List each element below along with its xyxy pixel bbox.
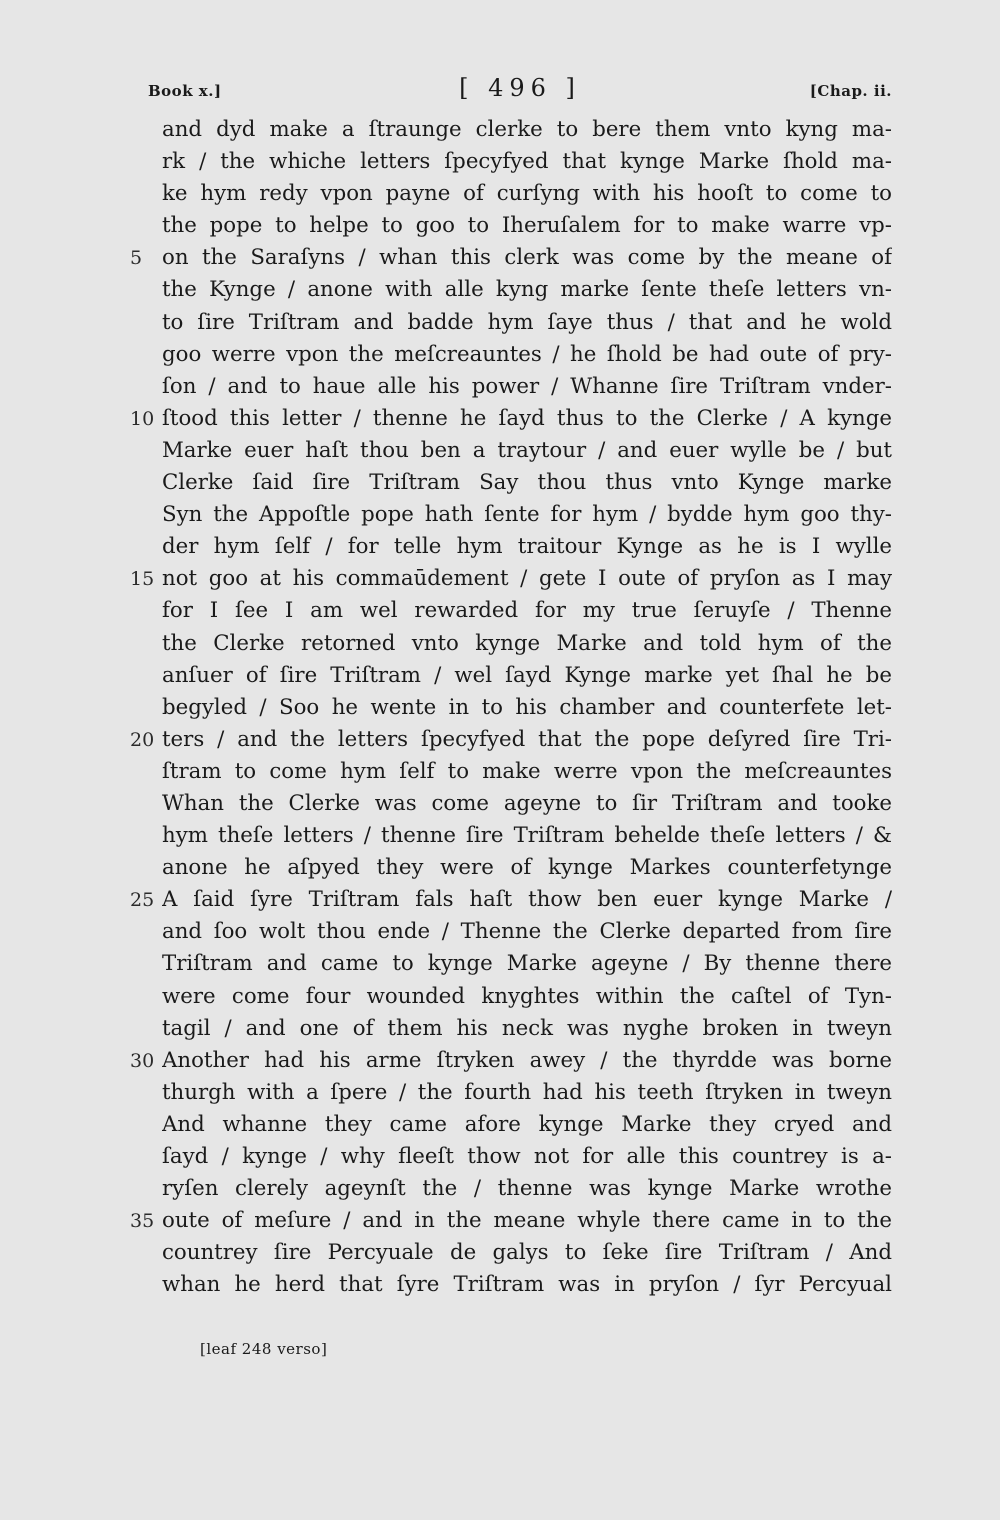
line-number: 30: [130, 1049, 155, 1072]
line-text: Clerke ſaid ſire Triſtram Say thou thus vnto Kynge marke: [162, 470, 892, 496]
line-text: ryſen clerely ageynſt the / thenne was kynge Marke wrothe: [162, 1176, 892, 1202]
line-text: were come four wounded knyghtes within the caſtel of Tyn-: [162, 983, 892, 1009]
text-line: [0, 403, 1000, 435]
line-text: to ſire Triſtram and badde hym ſaye thus / that and he wold: [162, 309, 892, 335]
line-number: 25: [130, 889, 155, 912]
line-text: oute of meſure / and in the meane whyle there came in to the: [162, 1208, 892, 1234]
line-text: ſtram to come hym ſelf to make werre vpon the meſcreauntes: [162, 758, 892, 784]
line-number: 15: [130, 568, 155, 591]
text-line: [0, 756, 1000, 788]
line-text: Syn the Appoſtle pope hath ſente for hym / bydde hym goo thy-: [162, 502, 892, 528]
line-text: A ſaid ſyre Triſtram fals haſt thow ben euer kynge Marke /: [162, 887, 892, 913]
line-text: and ſoo wolt thou ende / Thenne the Clerke departed from ſire: [162, 919, 892, 945]
line-text: Triſtram and came to kynge Marke ageyne / By thenne there: [162, 951, 892, 977]
text-line: [0, 467, 1000, 499]
text-line: [0, 1109, 1000, 1141]
line-text: and dyd make a ſtraunge clerke to bere them vnto kyng ma-: [162, 117, 892, 142]
line-text: rk / the whiche letters ſpecyfyed that kynge Marke ſhold ma-: [162, 149, 892, 175]
text-line: [0, 274, 1000, 306]
text-line: [0, 210, 1000, 242]
text-line: [0, 981, 1000, 1013]
line-number: 20: [130, 728, 155, 751]
text-line: [0, 595, 1000, 627]
text-line: [0, 1173, 1000, 1205]
line-number: 10: [130, 407, 155, 430]
line-text: thurgh with a ſpere / the fourth had his teeth ſtryken in tweyn: [162, 1079, 892, 1105]
text-line: [0, 1141, 1000, 1173]
line-text: tagil / and one of them his neck was nyghe broken in tweyn: [162, 1015, 892, 1041]
text-line: [0, 692, 1000, 724]
text-line: [0, 852, 1000, 884]
line-text: the Clerke retorned vnto kynge Marke and told hym of the: [162, 630, 892, 656]
chapter-number: [Chap. ii.: [809, 82, 892, 100]
text-line: [0, 820, 1000, 852]
line-text: Whan the Clerke was come ageyne to ſir Triſtram and tooke: [162, 790, 892, 816]
line-text: ters / and the letters ſpecyfyed that the pope deſyred ſire Tri-: [162, 726, 892, 752]
line-text: whan he herd that ſyre Triſtram was in pryſon / ſyr Percyual: [162, 1272, 892, 1298]
text-line: [0, 563, 1000, 595]
text-line: [0, 1237, 1000, 1269]
text-line: [0, 1205, 1000, 1237]
text-line: [0, 788, 1000, 820]
leaf-note: [leaf 248 verso]: [200, 1340, 328, 1358]
text-line: [0, 435, 1000, 467]
line-text: the Kynge / anone with alle kyng marke ſente theſe letters vn-: [162, 277, 892, 303]
text-line: [0, 178, 1000, 210]
line-text: And whanne they came afore kynge Marke they cryed and: [162, 1111, 892, 1137]
line-text: anone he aſpyed they were of kynge Markes counterfetynge: [162, 855, 892, 881]
text-line: [0, 114, 1000, 146]
running-head: [148, 74, 892, 104]
line-text: countrey ſire Percyuale de galys to ſeke ſire Triſtram / And: [162, 1240, 892, 1266]
line-text: the pope to helpe to goo to Iheruſalem for to make warre vp-: [162, 213, 892, 239]
text-line: [0, 1269, 1000, 1301]
text-line: [0, 724, 1000, 756]
line-text: not goo at his commaūdement / gete I oute of pryſon as I may: [162, 566, 892, 592]
line-text: Marke euer haſt thou ben a traytour / and euer wylle be / but: [162, 437, 892, 463]
line-text: anſuer of ſire Triſtram / wel ſayd Kynge marke yet ſhal he be: [162, 662, 892, 688]
body-text: [0, 114, 1000, 1301]
line-number: 5: [130, 247, 143, 270]
text-line: [0, 660, 1000, 692]
text-line: [0, 628, 1000, 660]
line-text: der hym ſelf / for telle hym traitour Kynge as he is I wylle: [162, 534, 892, 560]
text-line: [0, 242, 1000, 274]
text-line: [0, 884, 1000, 916]
line-text: ſtood this letter / thenne he ſayd thus to the Clerke / A kynge: [162, 405, 892, 431]
page-number: [ 496 ]: [459, 74, 581, 102]
line-text: for I ſee I am wel rewarded for my true ſeruyſe / Thenne: [162, 598, 892, 624]
line-text: begyled / Soo he wente in to his chamber and counterfete let-: [162, 694, 892, 720]
text-line: [0, 1045, 1000, 1077]
text-line: [0, 1013, 1000, 1045]
line-text: Another had his arme ſtryken awey / the thyrdde was borne: [162, 1047, 892, 1073]
line-text: hym theſe letters / thenne ſire Triſtram behelde theſe letters / &: [162, 823, 892, 849]
text-line: [0, 307, 1000, 339]
text-line: [0, 146, 1000, 178]
line-text: ſon / and to haue alle his power / Whanne ſire Triſtram vnder-: [162, 373, 892, 399]
text-line: [0, 339, 1000, 371]
line-text: ke hym redy vpon payne of curſyng with his hooſt to come to: [162, 181, 892, 207]
book-number: Book x.]: [148, 82, 222, 100]
line-text: ſayd / kynge / why fleeſt thow not for alle this countrey is a-: [162, 1144, 892, 1169]
text-line: [0, 948, 1000, 980]
line-text: goo werre vpon the meſcreauntes / he ſhold be had oute of pry-: [162, 341, 892, 367]
line-number: 35: [130, 1210, 155, 1233]
line-text: on the Saraſyns / whan this clerk was come by the meane of: [162, 245, 892, 271]
text-line: [0, 916, 1000, 948]
text-line: [0, 1077, 1000, 1109]
text-line: [0, 371, 1000, 403]
text-line: [0, 531, 1000, 563]
text-line: [0, 499, 1000, 531]
